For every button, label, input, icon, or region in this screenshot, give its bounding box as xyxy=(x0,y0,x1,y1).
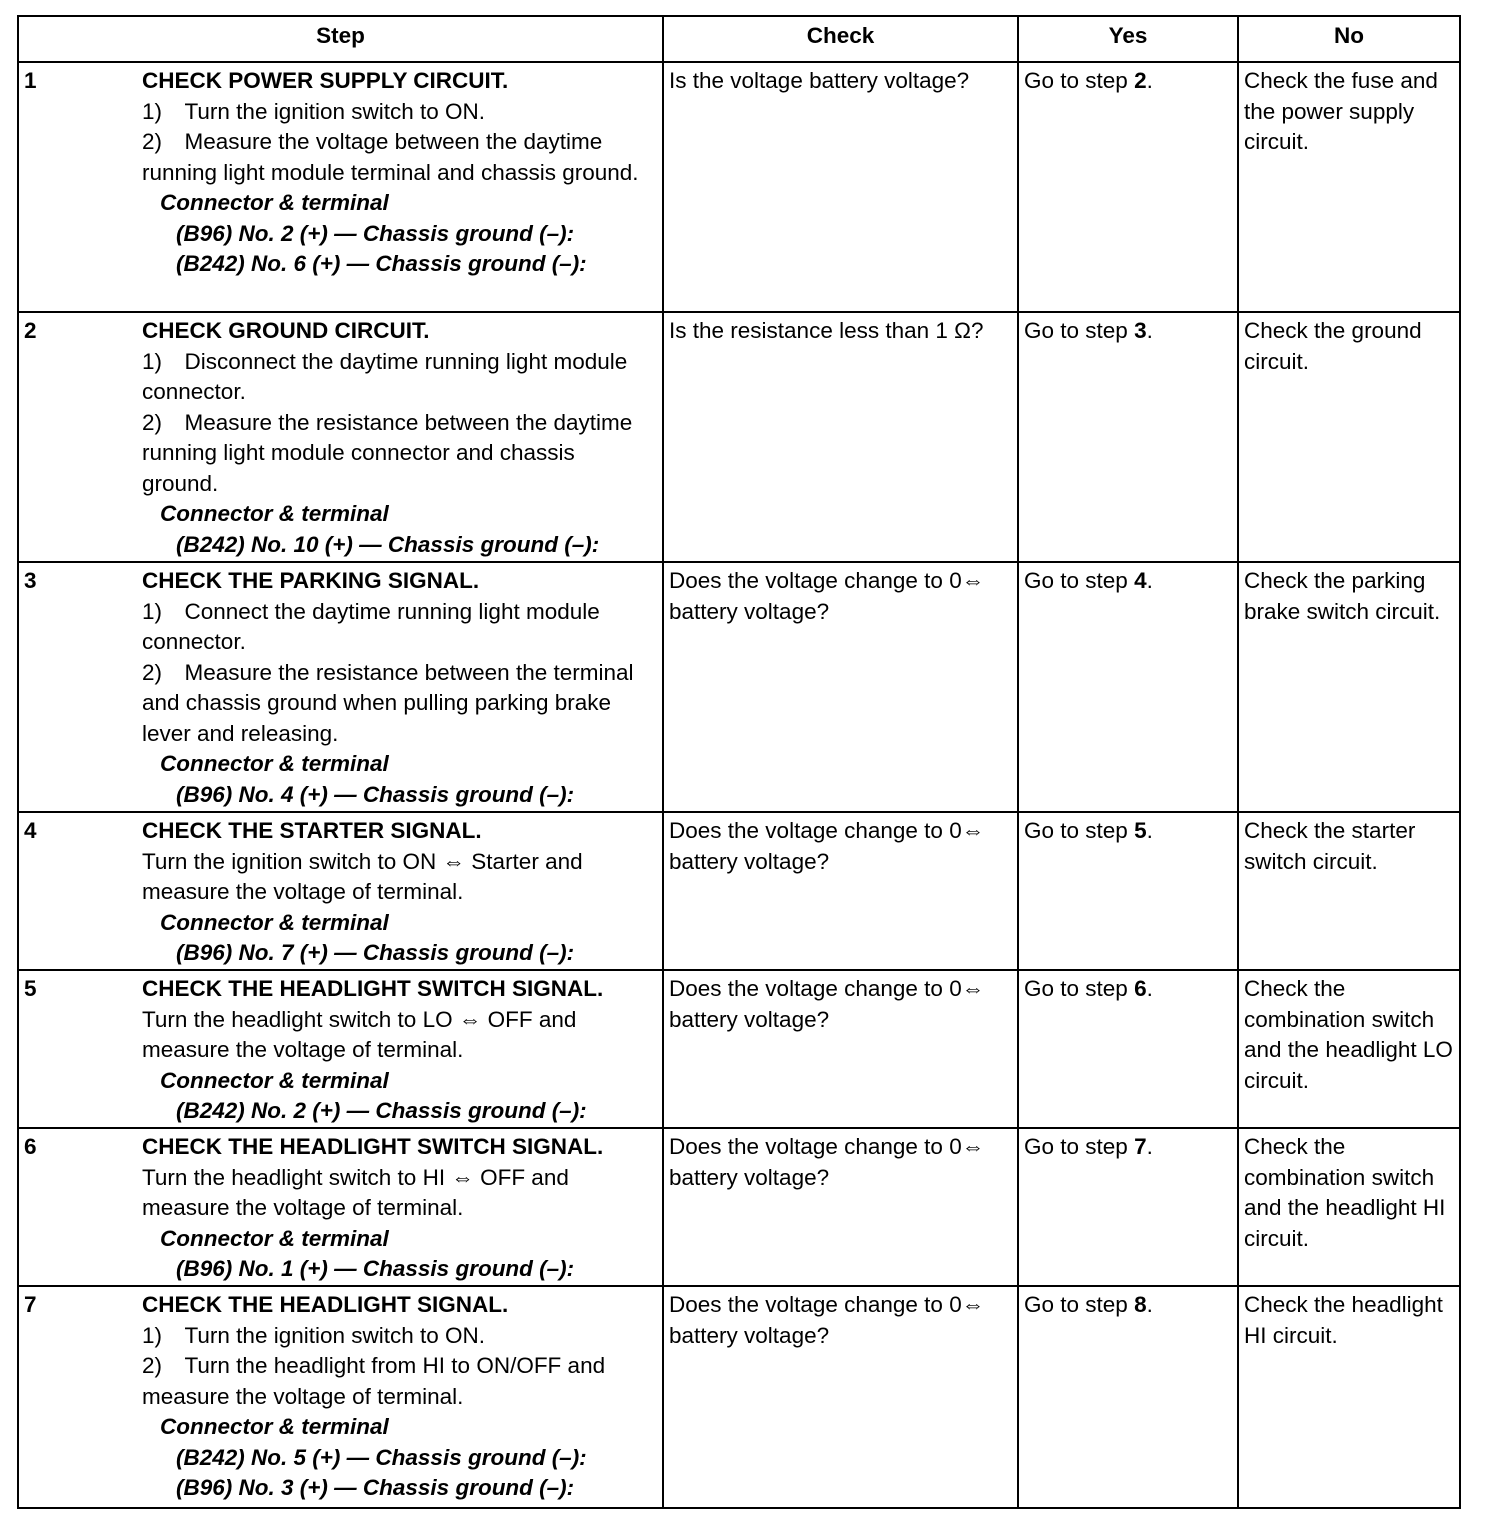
table-row xyxy=(18,62,1460,312)
yes-prefix: Go to step xyxy=(1024,318,1135,343)
yes-step-number: 6 xyxy=(1134,976,1147,1001)
yes-prefix: Go to step xyxy=(1024,1292,1135,1317)
yes-suffix: . xyxy=(1146,818,1153,843)
connector-terminal: (B242) No. 2 (+) — Chassis ground (–): xyxy=(176,1098,587,1123)
step-title: CHECK THE HEADLIGHT SWITCH SIGNAL. xyxy=(142,1134,604,1159)
connector-terminal: (B242) No. 10 (+) — Chassis ground (–): xyxy=(176,531,600,557)
step-cell xyxy=(18,1286,663,1508)
check-cell: Is the resistance less than 1 Ω? xyxy=(663,312,1018,562)
step-instruction: Turn the headlight switch to HI ⇔ OFF and measure the voltage of terminal. xyxy=(142,1164,569,1220)
yes-cell xyxy=(1018,970,1238,1128)
yes-suffix: . xyxy=(1146,568,1153,593)
step-number: 7 xyxy=(24,1292,37,1317)
step-instruction: 2) Turn the headlight from HI to ON/OFF and measure the voltage of terminal. xyxy=(142,1353,606,1409)
table-body xyxy=(18,62,1460,1508)
yes-cell xyxy=(1018,1286,1238,1508)
header-row xyxy=(18,16,1460,62)
step-cell xyxy=(18,62,663,312)
yes-prefix: Go to step xyxy=(1024,818,1135,843)
yes-cell xyxy=(1018,62,1238,312)
connector-label: Connector & terminal xyxy=(160,909,389,935)
step-cell xyxy=(18,562,663,812)
step-cell xyxy=(18,812,663,970)
step-title: CHECK THE HEADLIGHT SWITCH SIGNAL. xyxy=(142,976,604,1001)
yes-step-number: 7 xyxy=(1134,1134,1147,1159)
check-cell: Does the voltage change to 0⇔ battery voltage? xyxy=(663,1128,1018,1286)
yes-suffix: . xyxy=(1146,68,1153,93)
check-cell: Does the voltage change to 0⇔ battery voltage? xyxy=(663,812,1018,970)
step-number: 4 xyxy=(24,818,37,843)
step-cell xyxy=(18,970,663,1128)
table-row xyxy=(18,970,1460,1128)
connector-label: Connector & terminal xyxy=(160,501,389,526)
step-title: CHECK GROUND CIRCUIT. xyxy=(142,318,430,343)
header-check: Check xyxy=(663,16,1018,62)
no-cell: Check the combination switch and the headlight LO circuit. xyxy=(1238,970,1460,1128)
yes-prefix: Go to step xyxy=(1024,68,1135,93)
step-title: CHECK POWER SUPPLY CIRCUIT. xyxy=(142,68,509,93)
yes-suffix: . xyxy=(1146,1134,1153,1159)
connector-terminal: (B242) No. 6 (+) — Chassis ground (–): xyxy=(176,251,587,276)
table-row xyxy=(18,1286,1460,1508)
header-yes: Yes xyxy=(1018,16,1238,62)
step-number: 6 xyxy=(24,1134,37,1159)
yes-cell xyxy=(1018,562,1238,812)
table-row xyxy=(18,312,1460,562)
step-instruction: Turn the ignition switch to ON ⇔ Starter and measure the voltage of terminal. xyxy=(142,848,583,904)
no-cell: Check the ground circuit. xyxy=(1238,312,1460,562)
table-row xyxy=(18,562,1460,812)
step-number: 5 xyxy=(24,976,37,1001)
diagnostic-table xyxy=(17,15,1461,1509)
connector-label: Connector & terminal xyxy=(160,751,389,776)
yes-suffix: . xyxy=(1146,976,1153,1001)
connector-label: Connector & terminal xyxy=(160,1067,389,1093)
no-cell: Check the combination switch and the headlight HI circuit. xyxy=(1238,1128,1460,1286)
step-title: CHECK THE HEADLIGHT SIGNAL. xyxy=(142,1292,509,1317)
connector-label: Connector & terminal xyxy=(160,1225,389,1251)
connector-terminal: (B96) No. 7 (+) — Chassis ground (–): xyxy=(176,940,575,965)
connector-terminal: (B96) No. 4 (+) — Chassis ground (–): xyxy=(176,781,575,807)
yes-step-number: 5 xyxy=(1134,818,1147,843)
step-instruction: 1) Turn the ignition switch to ON. xyxy=(142,98,486,124)
no-cell: Check the headlight HI circuit. xyxy=(1238,1286,1460,1508)
connector-label: Connector & terminal xyxy=(160,1414,389,1439)
yes-step-number: 2 xyxy=(1134,68,1147,93)
no-cell: Check the starter switch circuit. xyxy=(1238,812,1460,970)
yes-cell xyxy=(1018,812,1238,970)
check-cell: Does the voltage change to 0⇔ battery voltage? xyxy=(663,970,1018,1128)
header-no: No xyxy=(1238,16,1460,62)
table-row xyxy=(18,1128,1460,1286)
table-row xyxy=(18,812,1460,970)
step-number: 1 xyxy=(24,68,37,93)
no-cell: Check the parking brake switch circuit. xyxy=(1238,562,1460,812)
yes-suffix: . xyxy=(1146,318,1153,343)
step-cell xyxy=(18,312,663,562)
step-instruction: 1) Disconnect the daytime running light module connector. xyxy=(142,348,628,404)
yes-prefix: Go to step xyxy=(1024,976,1135,1001)
header-step: Step xyxy=(18,16,663,62)
step-instruction: 2) Measure the resistance between the terminal and chassis ground when pulling parking brake lever and releasing. xyxy=(142,659,634,746)
step-number: 3 xyxy=(24,568,37,593)
check-cell: Is the voltage battery voltage? xyxy=(663,62,1018,312)
no-cell: Check the fuse and the power supply circuit. xyxy=(1238,62,1460,312)
step-number: 2 xyxy=(24,318,37,343)
step-cell xyxy=(18,1128,663,1286)
connector-label: Connector & terminal xyxy=(160,190,389,215)
yes-cell xyxy=(1018,312,1238,562)
yes-suffix: . xyxy=(1146,1292,1153,1317)
connector-terminal: (B96) No. 3 (+) — Chassis ground (–): xyxy=(176,1475,575,1500)
yes-step-number: 3 xyxy=(1134,318,1147,343)
yes-step-number: 8 xyxy=(1134,1292,1147,1317)
connector-terminal: (B242) No. 5 (+) — Chassis ground (–): xyxy=(176,1444,587,1470)
check-cell: Does the voltage change to 0⇔ battery voltage? xyxy=(663,1286,1018,1508)
step-instruction: 1) Connect the daytime running light module connector. xyxy=(142,598,600,654)
yes-step-number: 4 xyxy=(1134,568,1147,593)
step-instruction: 1) Turn the ignition switch to ON. xyxy=(142,1322,486,1348)
connector-terminal: (B96) No. 1 (+) — Chassis ground (–): xyxy=(176,1256,575,1281)
yes-prefix: Go to step xyxy=(1024,568,1135,593)
yes-cell xyxy=(1018,1128,1238,1286)
connector-terminal: (B96) No. 2 (+) — Chassis ground (–): xyxy=(176,220,575,246)
step-instruction: Turn the headlight switch to LO ⇔ OFF and measure the voltage of terminal. xyxy=(142,1006,577,1062)
step-instruction: 2) Measure the resistance between the daytime running light module connector and chassis ground. xyxy=(142,409,633,496)
step-title: CHECK THE PARKING SIGNAL. xyxy=(142,568,480,593)
check-cell: Does the voltage change to 0⇔ battery voltage? xyxy=(663,562,1018,812)
yes-prefix: Go to step xyxy=(1024,1134,1135,1159)
step-title: CHECK THE STARTER SIGNAL. xyxy=(142,818,482,843)
step-instruction: 2) Measure the voltage between the daytime running light module terminal and chassis ground. xyxy=(142,129,639,185)
